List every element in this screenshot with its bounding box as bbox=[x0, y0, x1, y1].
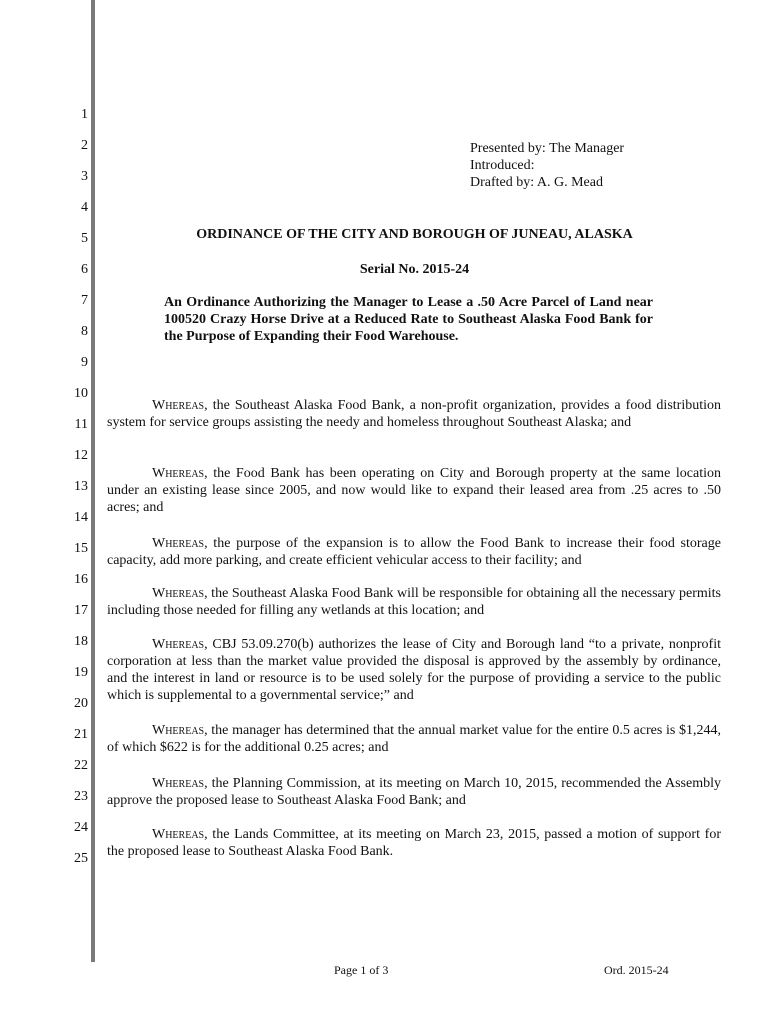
paragraph-text: , the Planning Commission, at its meeting on March 10, 2015, recommended the Assembly approve the proposed lease to Southeast Alaska Food Bank; and bbox=[107, 776, 721, 808]
whereas-label: Whereas bbox=[152, 398, 205, 413]
line-number: 13 bbox=[74, 479, 88, 494]
whereas-paragraph bbox=[107, 775, 721, 809]
whereas-label: Whereas bbox=[152, 827, 205, 842]
line-number: 19 bbox=[74, 665, 88, 680]
paragraph-text: , the Southeast Alaska Food Bank, a non-profit organization, provides a food distribution system for service groups assisting the needy and homeless throughout Southeast Alaska; and bbox=[107, 398, 721, 430]
whereas-label: Whereas bbox=[152, 536, 205, 551]
paragraph-text: , the Food Bank has been operating on City and Borough property at the same location under an existing lease since 2005, and now would like to expand their leased area from .25 acres to .50 acres; and bbox=[107, 466, 721, 515]
whereas-paragraph bbox=[107, 465, 721, 516]
serial-number: Serial No. 2015-24 bbox=[359, 262, 470, 277]
paragraph-text: , the Southeast Alaska Food Bank will be responsible for obtaining all the necessary permits including those needed for filling any wetlands at this location; and bbox=[107, 586, 721, 618]
introduced: Introduced: bbox=[470, 158, 535, 173]
whereas-paragraph bbox=[107, 535, 721, 569]
line-number: 15 bbox=[74, 541, 88, 556]
whereas-paragraph bbox=[107, 636, 721, 704]
line-number: 10 bbox=[74, 386, 88, 401]
line-number: 12 bbox=[74, 448, 88, 463]
whereas-label: Whereas bbox=[152, 776, 205, 791]
line-number: 22 bbox=[74, 758, 88, 773]
line-number: 5 bbox=[81, 231, 88, 246]
line-number: 7 bbox=[81, 293, 88, 308]
line-number: 18 bbox=[74, 634, 88, 649]
line-number: 20 bbox=[74, 696, 88, 711]
whereas-paragraph bbox=[107, 826, 721, 860]
drafted-by: Drafted by: A. G. Mead bbox=[470, 175, 603, 190]
line-number: 17 bbox=[74, 603, 88, 618]
paragraph-text: , CBJ 53.09.270(b) authorizes the lease of City and Borough land “to a private, nonprofit corporation at less than the market value provided the disposal is approved by the assembly by ordinance, and the interest in land or resource is to be used solely for the purpose of providing a service to the public which is supplemental to a governmental service;” and bbox=[107, 637, 721, 703]
whereas-paragraph bbox=[107, 397, 721, 431]
line-number: 9 bbox=[81, 355, 88, 370]
presented-by: Presented by: The Manager bbox=[470, 141, 625, 156]
whereas-label: Whereas bbox=[152, 466, 205, 481]
line-number: 3 bbox=[81, 169, 88, 184]
ordinance-subject: An Ordinance Authorizing the Manager to Lease a .50 Acre Parcel of Land near 100520 Crazy Horse Drive at a Reduced Rate to Southeast Alaska Food Bank for the Purpose of Expanding their Food Warehouse. bbox=[164, 295, 653, 344]
whereas-paragraph bbox=[107, 585, 721, 619]
presented-by-block bbox=[470, 140, 624, 191]
line-number: 24 bbox=[74, 820, 88, 835]
line-number: 25 bbox=[74, 851, 88, 866]
paragraph-text: , the manager has determined that the annual market value for the entire 0.5 acres is $1,244, of which $622 is for the additional 0.25 acres; and bbox=[107, 723, 721, 755]
whereas-label: Whereas bbox=[152, 723, 205, 738]
paragraph-text: , the purpose of the expansion is to allow the Food Bank to increase their food storage capacity, add more parking, and create efficient vehicular access to their facility; and bbox=[107, 536, 721, 568]
line-number: 8 bbox=[81, 324, 88, 339]
whereas-label: Whereas bbox=[152, 637, 205, 652]
line-number: 6 bbox=[81, 262, 88, 277]
line-number: 4 bbox=[81, 200, 88, 215]
line-number: 21 bbox=[74, 727, 88, 742]
line-number: 16 bbox=[74, 572, 88, 587]
left-margin-rule bbox=[91, 0, 95, 962]
paragraph-text: , the Lands Committee, at its meeting on March 23, 2015, passed a motion of support for the proposed lease to Southeast Alaska Food Bank. bbox=[107, 827, 721, 859]
line-number: 2 bbox=[81, 138, 88, 153]
line-number: 14 bbox=[74, 510, 88, 525]
line-number: 23 bbox=[74, 789, 88, 804]
page-number: Page 1 of 3 bbox=[334, 963, 389, 977]
ordinance-title: ORDINANCE OF THE CITY AND BOROUGH OF JUNEAU, ALASKA bbox=[196, 227, 633, 242]
ordinance-number: Ord. 2015-24 bbox=[604, 963, 669, 977]
whereas-paragraph bbox=[107, 722, 721, 756]
line-number: 1 bbox=[81, 107, 88, 122]
line-number: 11 bbox=[74, 417, 88, 432]
whereas-label: Whereas bbox=[152, 586, 205, 601]
